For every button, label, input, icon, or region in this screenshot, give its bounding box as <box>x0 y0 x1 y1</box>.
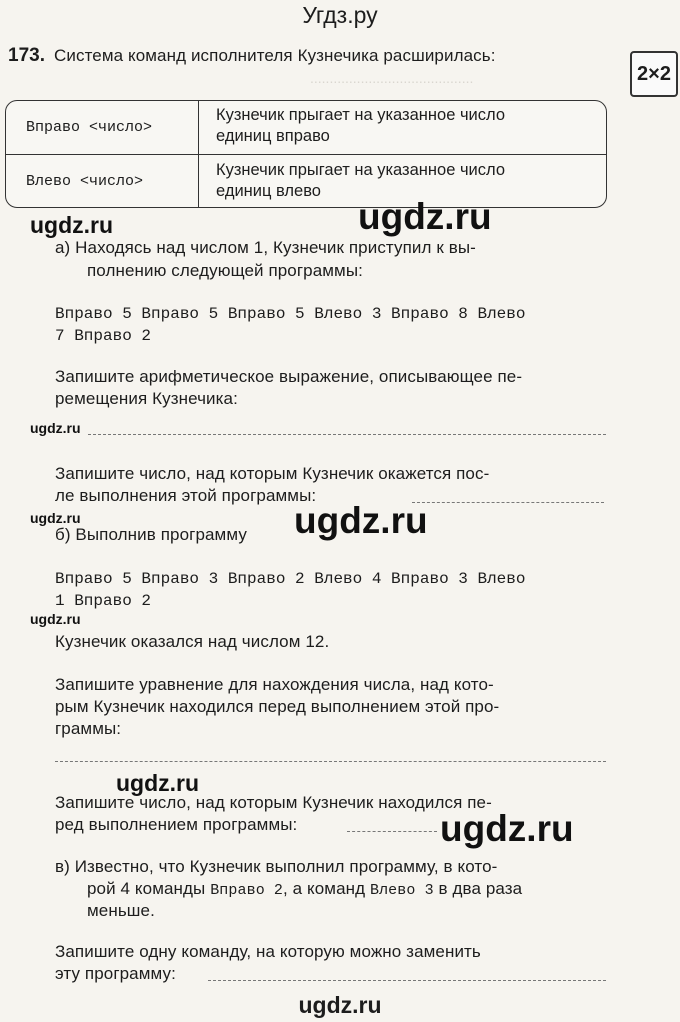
command-name-right: Вправо <число> <box>26 119 153 136</box>
part-b-result: Кузнечик оказался над числом 12. <box>55 632 330 651</box>
answer-line-final-number[interactable] <box>412 502 604 503</box>
part-a-line-2: полнению следующей программы: <box>87 261 363 280</box>
part-a-question-2-line-1: Запишите число, над которым Кузнечик окажется пос- <box>55 464 490 483</box>
watermark: ugdz.ru <box>30 212 114 238</box>
command-desc-left-line2: единиц влево <box>216 182 321 200</box>
command-right-2: Вправо 2 <box>210 882 283 899</box>
part-b-question-1-line-3: граммы: <box>55 719 122 738</box>
part-a-program-line-1: Вправо 5 Вправо 5 Вправо 5 Влево 3 Вправо 8 Влево <box>55 305 526 323</box>
part-b-question-1-line-2: рым Кузнечик находился перед выполнением этой про- <box>55 697 500 716</box>
part-c-question-line-1: Запишите одну команду, на которую можно заменить <box>55 942 481 961</box>
watermark: ugdz.ru <box>30 420 81 436</box>
answer-line-start-number[interactable] <box>347 831 437 832</box>
task-number: 173. <box>8 45 45 66</box>
part-a-program-line-2: 7 Вправо 2 <box>55 327 152 345</box>
part-c-line-2-text-b: , а команд <box>283 879 370 898</box>
part-a-line-1: а) Находясь над числом 1, Кузнечик приступил к вы- <box>55 238 476 257</box>
part-b-line-1: б) Выполнив программу <box>55 525 247 544</box>
part-c-line-2-text-c: в два раза <box>433 879 523 898</box>
command-desc-left-line1: Кузнечик прыгает на указанное число <box>216 161 506 179</box>
part-b-question-1-line-1: Запишите уравнение для нахождения числа, над кото- <box>55 675 494 694</box>
watermark: ugdz.ru <box>358 196 492 237</box>
part-b-program-line-2: 1 Вправо 2 <box>55 592 152 610</box>
command-desc-right-line2: единиц вправо <box>216 127 330 145</box>
answer-line-expression[interactable] <box>88 434 606 435</box>
command-name-left: Влево <число> <box>26 173 144 190</box>
part-c-line-2-text-a: рой 4 команды <box>87 879 211 898</box>
site-footer[interactable]: ugdz.ru <box>298 992 382 1018</box>
part-b-program-line-1: Вправо 5 Вправо 3 Вправо 2 Влево 4 Вправо 3 Влево <box>55 570 526 588</box>
part-a-question-1-line-2: ремещения Кузнечика: <box>55 389 238 408</box>
watermark: ugdz.ru <box>294 500 428 541</box>
bleed-through-text: .......................................... <box>310 70 474 86</box>
part-a-question-2-line-2: ле выполнения этой программы: <box>55 486 317 505</box>
command-table <box>5 100 607 208</box>
part-b-question-2-line-1: Запишите число, над которым Кузнечик находился пе- <box>55 793 492 812</box>
watermark: ugdz.ru <box>30 510 81 526</box>
table-row-divider <box>6 154 606 155</box>
level-badge: 2×2 <box>630 51 678 97</box>
part-c-line-1: в) Известно, что Кузнечик выполнил программу, в кото- <box>55 857 498 876</box>
command-desc-right-line1: Кузнечик прыгает на указанное число <box>216 106 506 124</box>
part-b-question-2-line-2: ред выполнением программы: <box>55 815 298 834</box>
part-c-line-2 <box>87 879 522 899</box>
command-left-3: Влево 3 <box>369 882 434 899</box>
watermark: ugdz.ru <box>116 770 200 796</box>
table-column-divider <box>198 101 199 207</box>
part-c-line-3: меньше. <box>87 901 155 920</box>
site-header[interactable]: Угдз.ру <box>302 2 378 28</box>
watermark: ugdz.ru <box>30 611 81 627</box>
answer-line-equation[interactable] <box>55 761 606 762</box>
task-title: Система команд исполнителя Кузнечика расширилась: <box>54 46 496 65</box>
part-a-question-1-line-1: Запишите арифметическое выражение, описывающее пе- <box>55 367 523 386</box>
part-c-question-line-2: эту программу: <box>55 964 176 983</box>
answer-line-single-command[interactable] <box>208 980 606 981</box>
watermark: ugdz.ru <box>440 808 574 849</box>
